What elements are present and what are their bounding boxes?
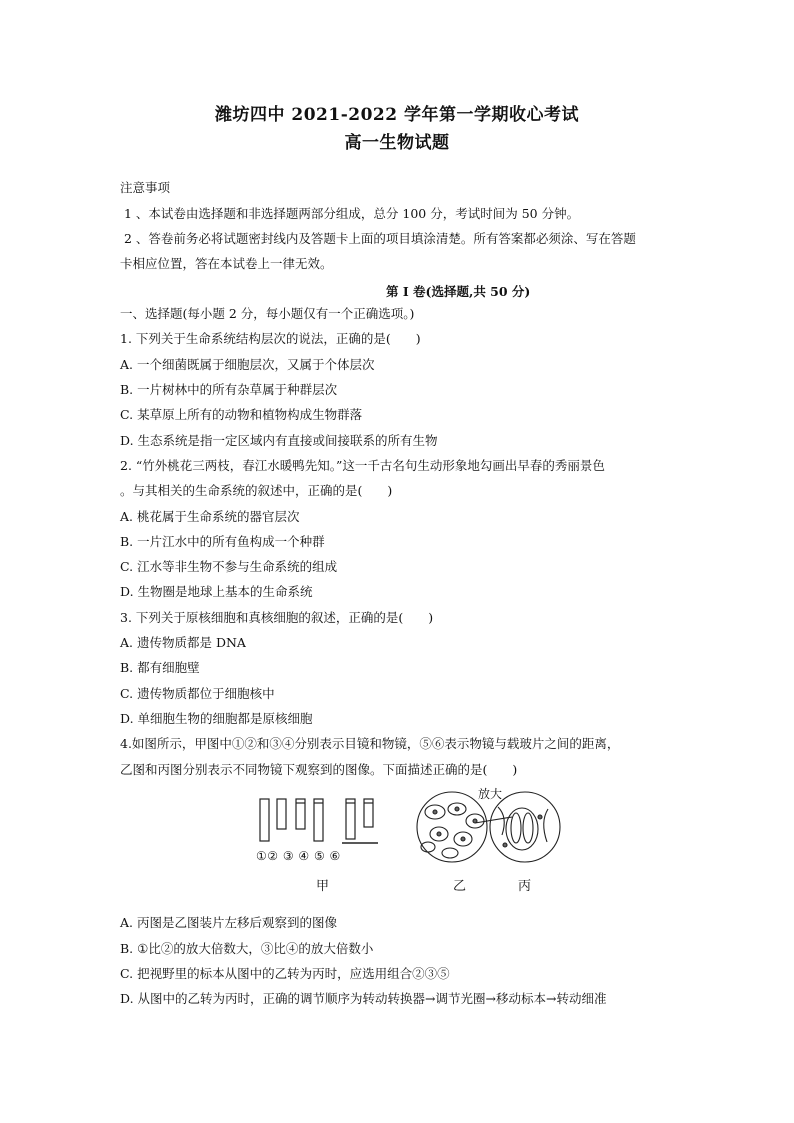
q2-option-c: C. 江水等非生物不参与生命系统的组成 — [120, 559, 338, 574]
q3-option-a: A. 遗传物质都是 DNA — [120, 635, 246, 650]
section-instruction: 一、选择题(每小题 2 分，每小题仅有一个正确选项。) — [120, 306, 415, 321]
q3-stem: 3. 下列关于原核细胞和真核细胞的叙述，正确的是( ) — [120, 610, 434, 625]
exam-title: 潍坊四中 2021-2022 学年第一学期收心考试 — [214, 105, 580, 125]
figure-label-yi: 乙 — [453, 879, 467, 894]
eyepiece-1 — [260, 799, 269, 841]
notice-heading: 注意事项 — [120, 180, 171, 195]
objective-distance-5 — [346, 799, 355, 839]
q2-option-a: A. 桃花属于生命系统的器官层次 — [120, 509, 300, 524]
microscope-figure — [250, 787, 570, 897]
exam-subtitle: 高一生物试题 — [344, 133, 450, 153]
notice-item-2-cont: 卡相应位置，答在本试卷上一律无效。 — [120, 256, 333, 271]
q2-stem-cont: 。与其相关的生命系统的叙述中，正确的是( ) — [120, 483, 393, 498]
q4-option-c: C. 把视野里的标本从图中的乙转为丙时，应选用组合②③⑤ — [120, 966, 450, 981]
eyepiece-2 — [277, 799, 286, 829]
notice-item-1: 1 、本试卷由选择题和非选择题两部分组成，总分 100 分，考试时间为 50 分钟。 — [124, 206, 580, 221]
notice-item-2: 2 、答卷前务必将试题密封线内及答题卡上面的项目填涂清楚。所有答案都必须涂、写在答题 — [124, 231, 636, 246]
objective-distance-6 — [364, 799, 373, 827]
figure-numbers: ①② ③ ④ ⑤ ⑥ — [256, 849, 341, 863]
q1-stem: 1. 下列关于生命系统结构层次的说法，正确的是( ) — [120, 331, 421, 346]
q3-option-d: D. 单细胞生物的细胞都是原核细胞 — [120, 711, 313, 726]
q4-stem-cont: 乙图和丙图分别表示不同物镜下观察到的图像。下面描述正确的是( ) — [120, 762, 518, 777]
q2-stem: 2. “竹外桃花三两枝，春江水暖鸭先知。”这一千古名句生动形象地勾画出早春的秀丽景色 — [120, 458, 605, 473]
figure-label-zoom: 放大 — [478, 787, 503, 801]
section-title: 第 I 卷(选择题,共 50 分) — [386, 284, 531, 299]
q3-option-b: B. 都有细胞壁 — [120, 660, 200, 675]
q4-option-b: B. ①比②的放大倍数大，③比④的放大倍数小 — [120, 941, 374, 956]
q2-option-d: D. 生物圈是地球上基本的生命系统 — [120, 584, 313, 599]
q1-option-b: B. 一片树林中的所有杂草属于种群层次 — [120, 382, 338, 397]
figure-label-bing: 丙 — [518, 879, 532, 894]
q3-option-c: C. 遗传物质都位于细胞核中 — [120, 686, 275, 701]
q1-option-d: D. 生态系统是指一定区域内有直接或间接联系的所有生物 — [120, 433, 438, 448]
q1-option-a: A. 一个细菌既属于细胞层次，又属于个体层次 — [120, 357, 375, 372]
objective-4 — [314, 799, 323, 841]
q4-option-d: D. 从图中的乙转为丙时，正确的调节顺序为转动转换器→调节光圈→移动标本→转动细准 — [120, 991, 607, 1006]
q2-option-b: B. 一片江水中的所有鱼构成一个种群 — [120, 534, 325, 549]
q1-option-c: C. 某草原上所有的动物和植物构成生物群落 — [120, 407, 363, 422]
figure-label-jia: 甲 — [316, 879, 330, 894]
objective-3 — [296, 799, 305, 829]
view-yi — [417, 792, 512, 862]
q4-stem: 4.如图所示，甲图中①②和③④分别表示目镜和物镜，⑤⑥表示物镜与载玻片之间的距离， — [120, 736, 620, 751]
q4-option-a: A. 丙图是乙图装片左移后观察到的图像 — [120, 915, 337, 930]
view-bing — [490, 792, 560, 862]
